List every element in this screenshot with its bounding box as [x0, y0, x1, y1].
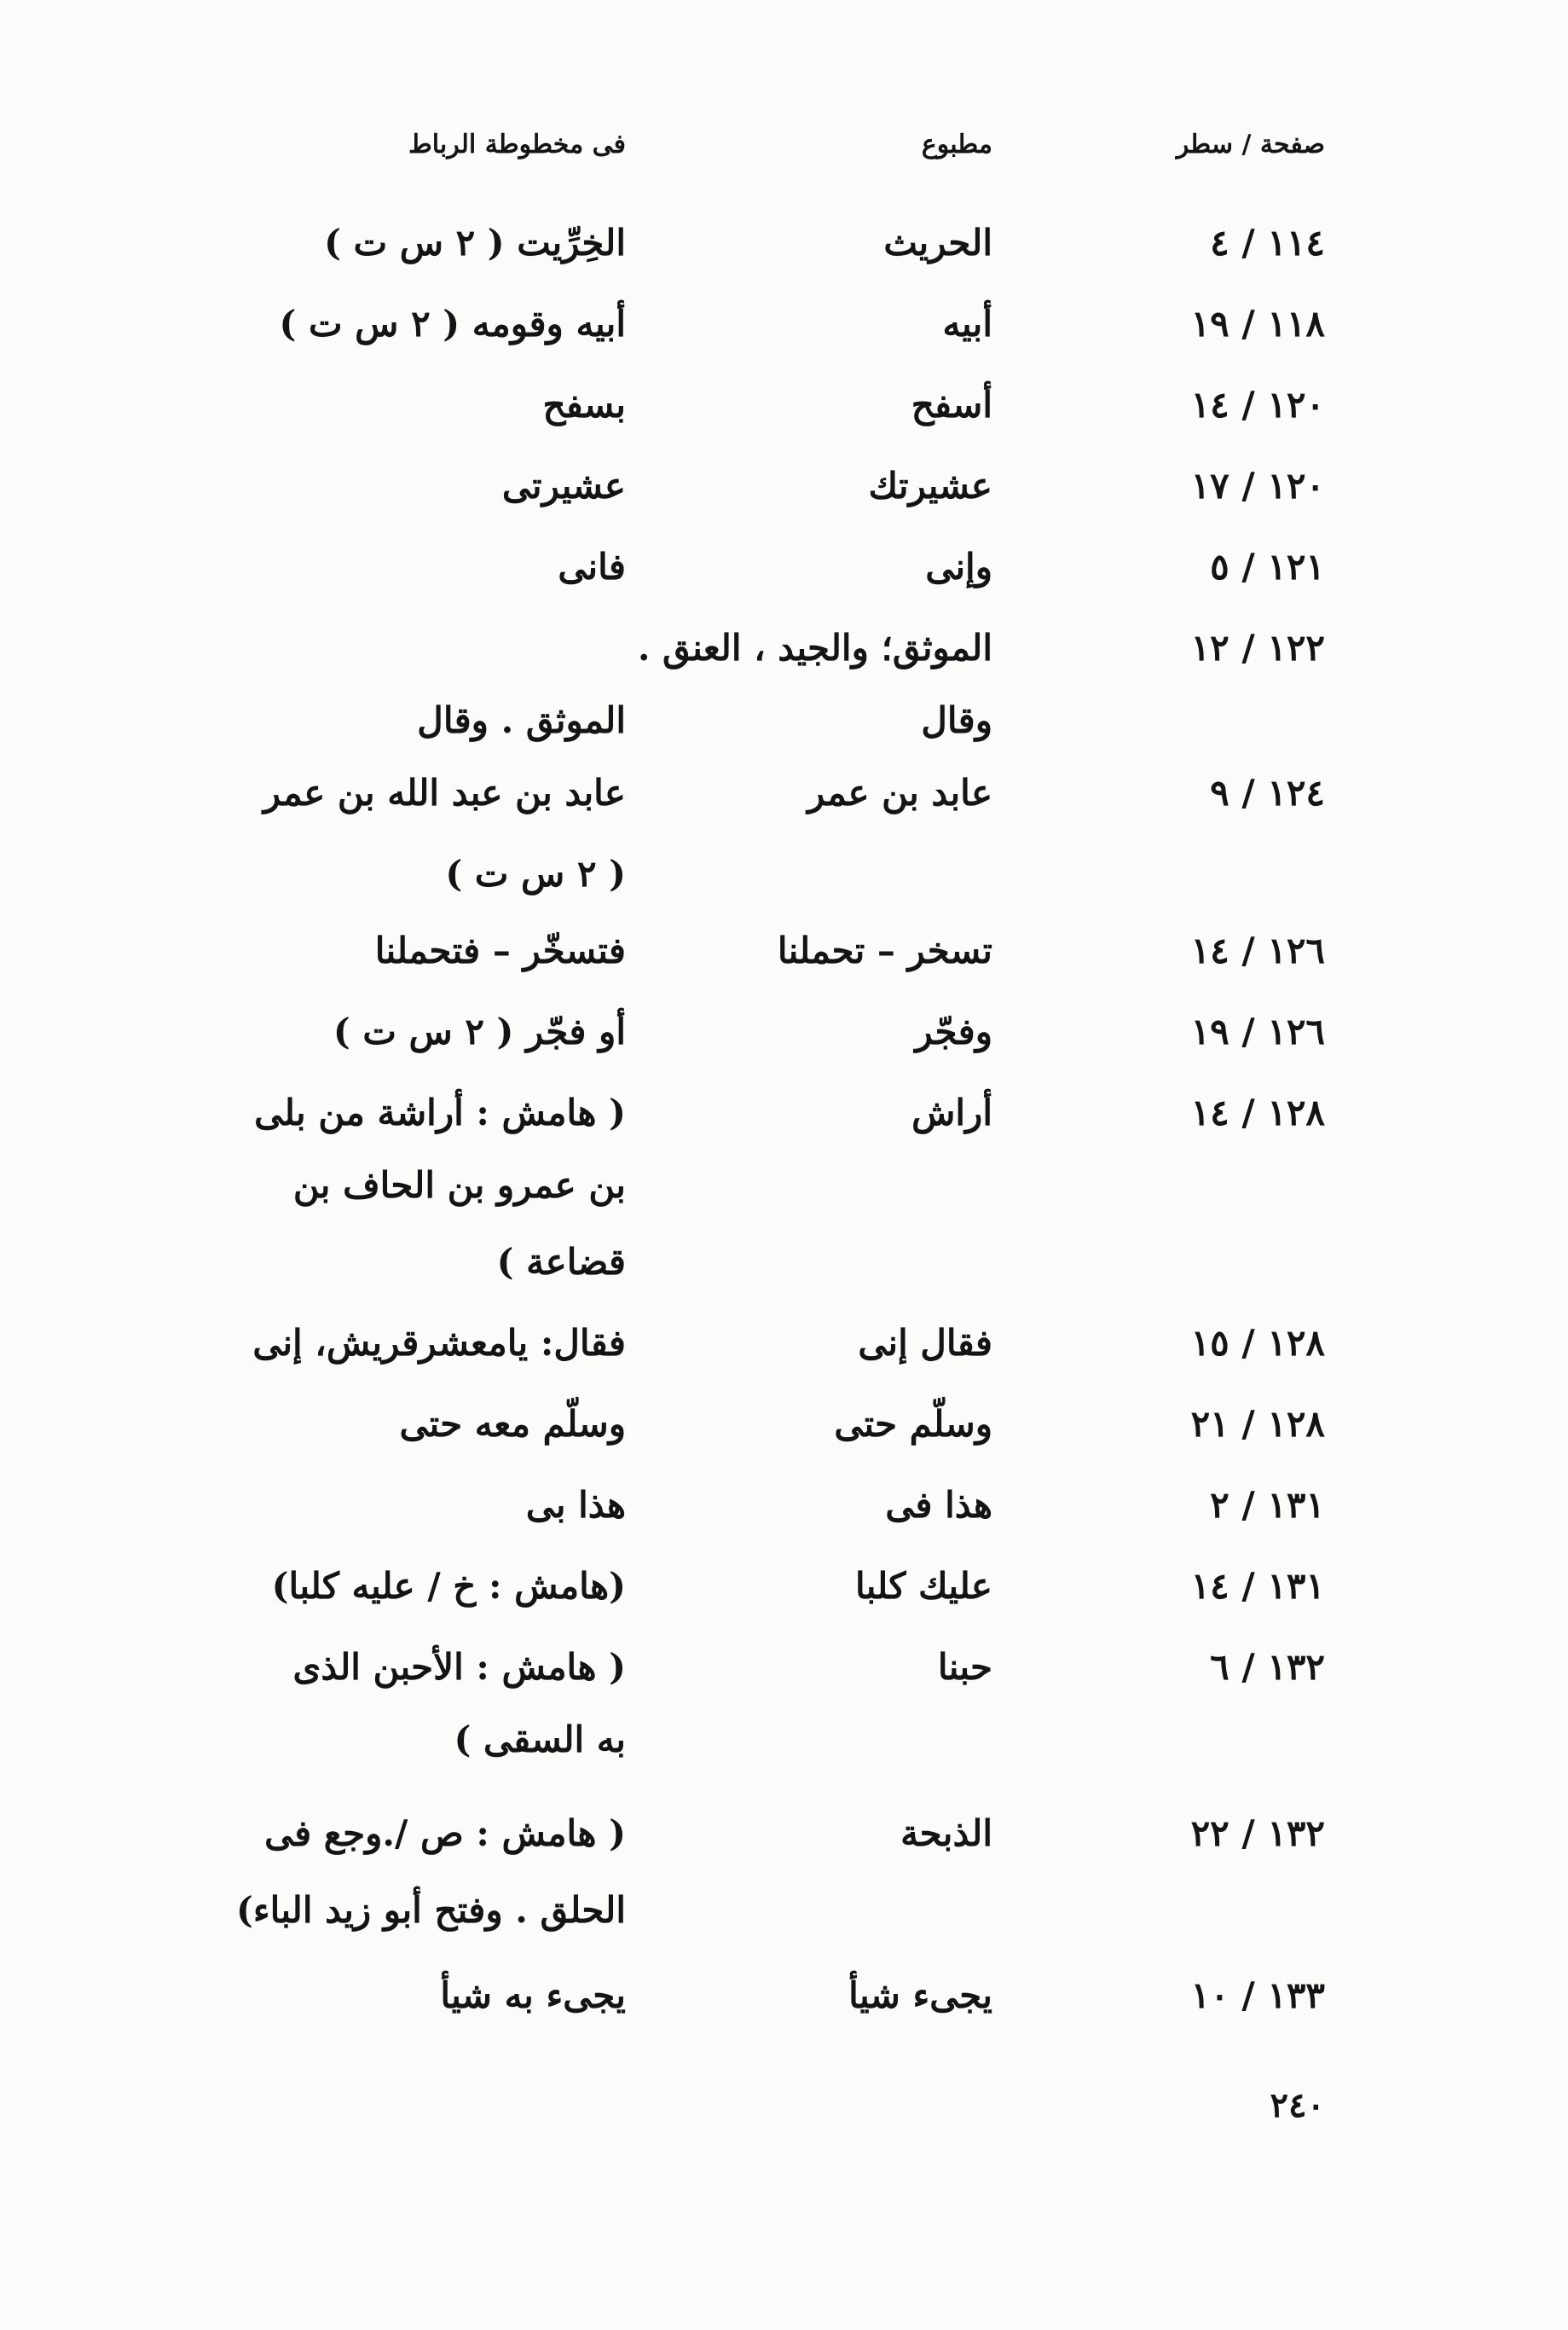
- cell-printed: عليك كلبا: [854, 1565, 992, 1607]
- cell-printed: وإنى: [925, 546, 992, 588]
- table-row: [0, 452, 1568, 520]
- page-number: ٢٤٠: [1270, 2085, 1325, 2125]
- cell-manuscript: ( هامش : أراشة من بلى: [254, 1092, 626, 1133]
- cell-manuscript: ( هامش : ص /.وجع فى: [264, 1812, 626, 1854]
- cell-ref: ١٢٨ / ١٥: [1190, 1322, 1325, 1364]
- cell-printed: الذبحة: [900, 1812, 992, 1854]
- table-row: [0, 371, 1568, 439]
- cell-ref: ١٣٢ / ٢٢: [1190, 1812, 1325, 1854]
- table-row: [0, 1309, 1568, 1377]
- cell-printed: أسفح: [911, 384, 992, 426]
- cell-printed: وفجّر: [915, 1011, 992, 1052]
- cell-manuscript: فقال: يامعشرقريش، إنى: [252, 1322, 626, 1364]
- cell-manuscript: به السقى ): [454, 1719, 626, 1760]
- table-row: [0, 917, 1568, 985]
- cell-ref: ١٣٢ / ٦: [1210, 1646, 1325, 1688]
- table-row: [0, 1800, 1568, 1868]
- cell-manuscript: وسلّم معه حتى: [399, 1403, 626, 1445]
- cell-manuscript: عشيرتى: [501, 465, 626, 507]
- cell-manuscript: الخِرِّيت ( ٢ س ت ): [324, 222, 626, 264]
- cell-printed: تسخر – تحملنا: [777, 930, 992, 971]
- cell-manuscript: الموثق . وقال: [417, 699, 626, 741]
- cell-manuscript: أبيه وقومه ( ٢ س ت ): [279, 303, 626, 345]
- cell-manuscript: فتسخّر – فتحملنا: [374, 930, 626, 971]
- table-row: [0, 1552, 1568, 1620]
- cell-ref: ١٢٨ / ١٤: [1190, 1092, 1325, 1133]
- cell-manuscript: بن عمرو بن الحاف بن: [292, 1164, 626, 1206]
- cell-ref: ١٢١ / ٥: [1210, 546, 1325, 588]
- cell-manuscript: قضاعة ): [496, 1241, 626, 1283]
- cell-printed: وقال: [921, 699, 992, 741]
- table-row: [0, 1228, 1568, 1296]
- cell-ref: ١٢٢ / ١٢: [1190, 627, 1325, 669]
- cell-ref: ١٢٨ / ٢١: [1190, 1403, 1325, 1445]
- table-row: [0, 1633, 1568, 1701]
- cell-printed: فقال إنى: [858, 1322, 992, 1364]
- header-printed: مطبوع: [921, 130, 992, 159]
- cell-manuscript: أو فجّر ( ٢ س ت ): [333, 1011, 626, 1052]
- cell-printed: هذا فى: [885, 1484, 992, 1526]
- cell-printed: عشيرتك: [868, 465, 992, 507]
- table-row: [0, 614, 1568, 682]
- cell-ref: ١١٨ / ١٩: [1190, 303, 1325, 345]
- cell-printed: عابد بن عمر: [807, 772, 992, 814]
- table-row: [0, 1390, 1568, 1458]
- cell-ref: ١٣١ / ٢: [1210, 1484, 1325, 1526]
- cell-printed: يجىء شيأ: [848, 1974, 992, 2016]
- cell-manuscript: الحلق . وفتح أبو زيد الباء): [235, 1889, 626, 1931]
- header-manuscript: فى مخطوطة الرباط: [408, 130, 626, 159]
- table-header: [0, 119, 1568, 188]
- cell-ref: ١٢٦ / ١٩: [1190, 1011, 1325, 1052]
- cell-printed: الموثق؛ والجيد ، العنق .: [637, 627, 992, 669]
- cell-manuscript: ( هامش : الأحبن الذى: [292, 1646, 626, 1688]
- table-row: [0, 1079, 1568, 1147]
- table-row: [0, 1876, 1568, 1945]
- table-row: [0, 687, 1568, 755]
- cell-manuscript: بسفح: [542, 384, 626, 426]
- cell-manuscript: فانى: [558, 546, 626, 588]
- cell-printed: حبنا: [937, 1646, 992, 1688]
- table-row: [0, 1962, 1568, 2030]
- table-row: [0, 533, 1568, 601]
- cell-ref: ١١٤ / ٤: [1210, 222, 1325, 264]
- cell-ref: ١٣١ / ١٤: [1190, 1565, 1325, 1607]
- cell-ref: ١٣٣ / ١٠: [1190, 1974, 1325, 2016]
- cell-printed: وسلّم حتى: [834, 1403, 992, 1445]
- cell-ref: ١٢٤ / ٩: [1210, 772, 1325, 814]
- cell-printed: أراش: [911, 1092, 992, 1133]
- table-row: [0, 209, 1568, 277]
- cell-manuscript: ( ٢ س ت ): [445, 853, 626, 895]
- cell-printed: أبيه: [942, 303, 992, 345]
- table-row: [0, 998, 1568, 1066]
- cell-manuscript: (هامش : خ / عليه كلبا): [271, 1565, 626, 1607]
- table-row: [0, 290, 1568, 358]
- cell-printed: الحريث: [883, 222, 992, 264]
- cell-manuscript: هذا بى: [525, 1484, 626, 1526]
- table-row: [0, 759, 1568, 827]
- table-row: [0, 1471, 1568, 1539]
- table-row: [0, 1151, 1568, 1220]
- cell-ref: ١٢٠ / ١٧: [1190, 465, 1325, 507]
- header-ref: صفحة / سطر: [1176, 130, 1325, 159]
- cell-ref: ١٢٠ / ١٤: [1190, 384, 1325, 426]
- table-row: [0, 1706, 1568, 1774]
- cell-manuscript: عابد بن عبد الله بن عمر: [263, 772, 626, 814]
- cell-ref: ١٢٦ / ١٤: [1190, 930, 1325, 971]
- table-row: [0, 840, 1568, 908]
- cell-manuscript: يجىء به شيأ: [440, 1974, 626, 2016]
